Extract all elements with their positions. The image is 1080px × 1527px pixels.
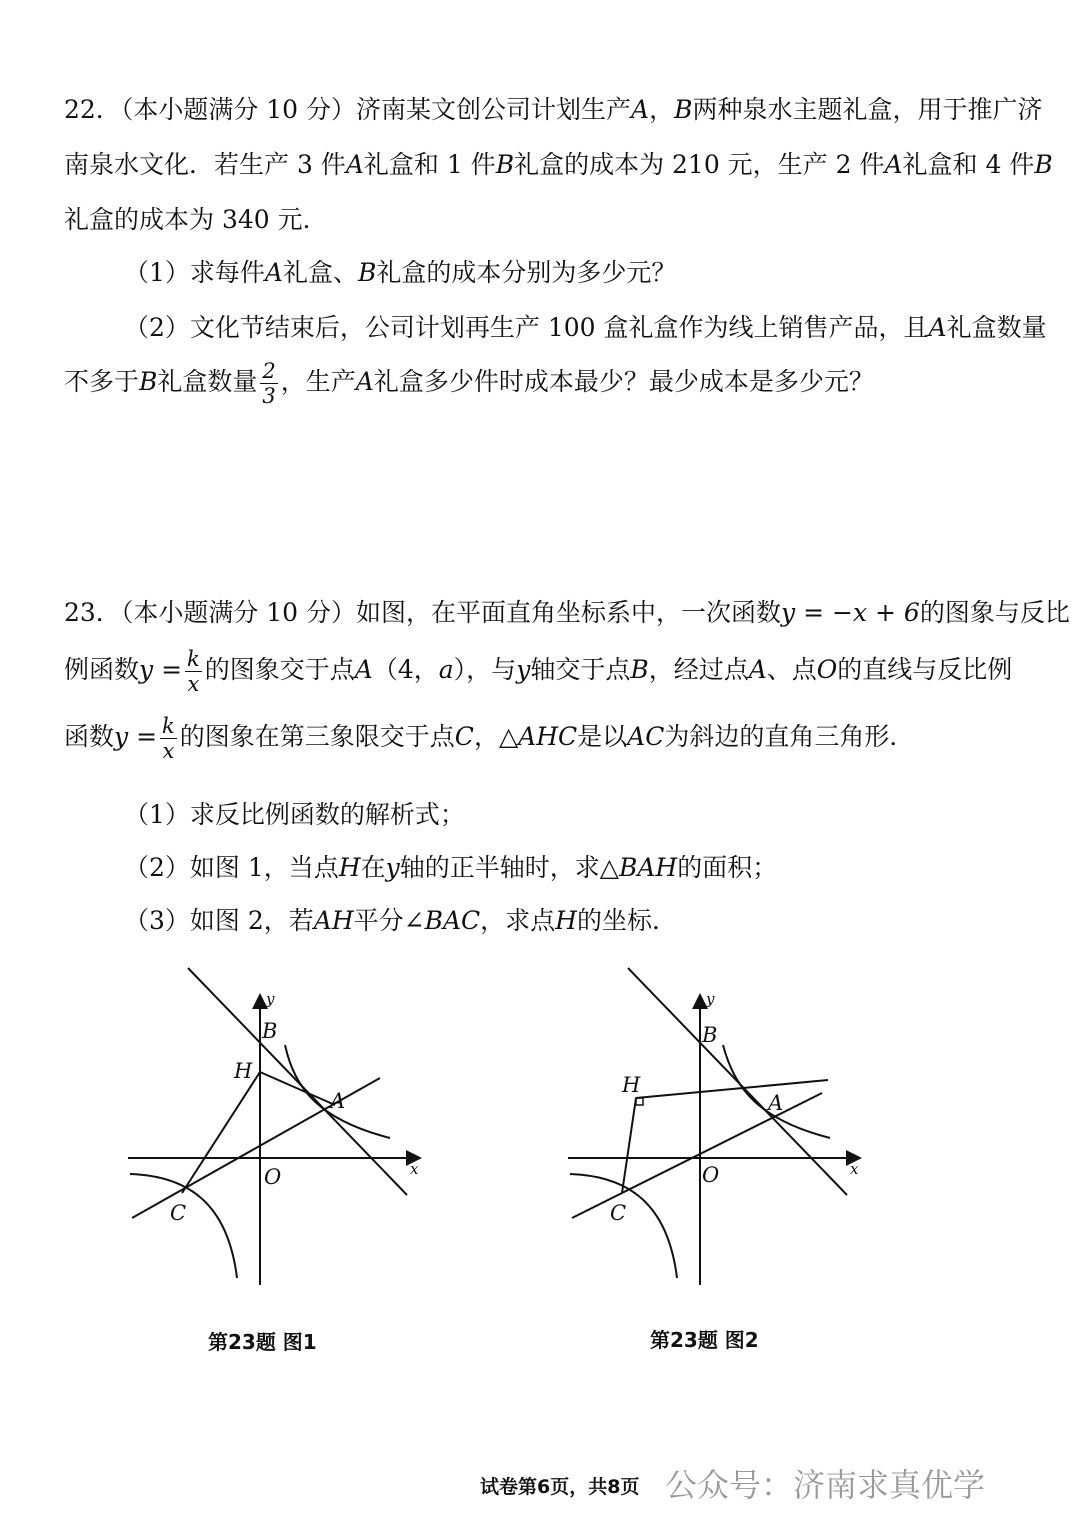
label-x: x [410,1160,419,1178]
q23-line-1: 23．（本小题满分 10 分）如图，在平面直角坐标系中，一次函数y = −x + 6的图象与反比 [64,598,1070,627]
label-o: O [702,1163,720,1187]
figure-2-caption: 第23题 图2 [650,1328,759,1352]
label-x: x [850,1160,859,1178]
q22-number: 22． [64,95,121,124]
label-o: O [264,1165,282,1189]
fraction-two-thirds: $\frac{2}{3}$ [262,359,276,409]
figure-1 [120,960,440,1290]
label-y: y [706,990,715,1008]
segment-ha [636,1080,828,1098]
label-y: y [266,990,275,1008]
segment-hc [622,1098,636,1193]
q23-line-2: 例函数y = $\frac{k}{x}$ 的图象交于点A（4，a），与y轴交于点B，经过点A、点O的直线与反比例 [64,647,1013,697]
q23-line-3: 函数y = $\frac{k}{x}$ 的图象在第三象限交于点C，△AHC是以AC为斜边的直角三角形． [64,714,915,764]
label-c: C [170,1201,187,1225]
q23-part-3: （3）如图 2，若AH平分∠BAC，求点H的坐标． [124,906,677,935]
label-b: B [702,1023,718,1047]
q22-part-1: （1）求每件A礼盒、B礼盒的成本分别为多少元？ [124,258,677,287]
q23-part-1: （1）求反比例函数的解析式； [124,800,465,829]
label-b: B [262,1019,278,1043]
q22-line-3: 礼盒的成本为 340 元． [64,205,328,234]
right-angle-mark [636,1098,643,1105]
q22-part-2: （2）文化节结束后，公司计划再生产 100 盒礼盒作为线上销售产品，且A礼盒数量 [124,313,1047,342]
segment-hc [182,1072,260,1193]
label-h: H [234,1059,253,1083]
label-h: H [622,1073,641,1097]
line-through-a-and-o [572,1093,822,1218]
q23-score: （本小题满分 10 分） [120,598,357,627]
fraction-k-over-x: $\frac{k}{x}$ [187,647,200,697]
q22-part-2-cont: 不多于B礼盒数量 $\frac{2}{3}$ ，生产A礼盒多少件时成本最少？最少成本是多少元？ [64,359,874,409]
figure-1-caption: 第23题 图1 [208,1330,317,1354]
page-footer: 试卷第6页，共8页 [480,1476,640,1498]
figure-2 [560,960,880,1290]
q22-line-2: 南泉水文化．若生产 3 件A礼盒和 1 件B礼盒的成本为 210 元，生产 2 件A礼盒和 4 件B [64,150,1053,179]
q23-part-2: （2）如图 1，当点H在y轴的正半轴时，求△BAH的面积； [124,853,778,882]
fraction-k-over-x-2: $\frac{k}{x}$ [162,714,175,764]
watermark: 公众号：济南求真优学 [665,1466,986,1504]
label-c: C [610,1201,627,1225]
label-a: A [768,1091,784,1115]
q22-score: （本小题满分 10 分） [120,95,357,124]
label-a: A [330,1089,346,1113]
q22-line-1: 22．（本小题满分 10 分）济南某文创公司计划生产A，B两种泉水主题礼盒，用于推广济 [64,95,1043,124]
q23-number: 23． [64,598,121,627]
